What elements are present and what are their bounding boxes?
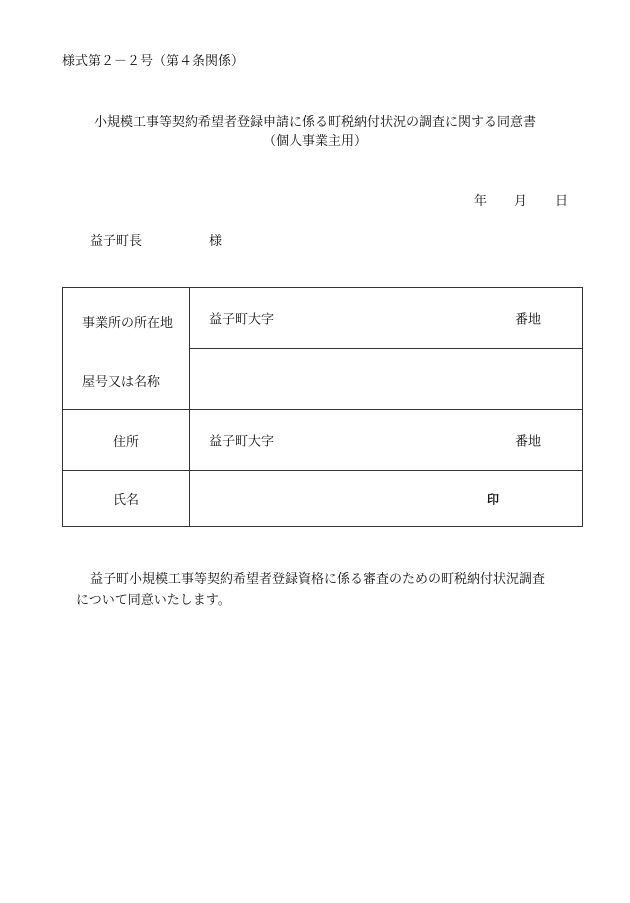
date-day-label: 日: [555, 194, 569, 209]
name-field[interactable]: [190, 471, 583, 527]
document-subtitle: （個人事業主用）: [262, 134, 367, 149]
address-prefix: 益子町大字: [209, 434, 275, 450]
office-location-suffix: 番地: [514, 312, 541, 328]
document-title: 小規模工事等契約希望者登録申請に係る町税納付状況の調査に関する同意書: [93, 115, 536, 130]
name-label: 氏名: [112, 493, 139, 508]
address-label-cell: [63, 410, 190, 471]
address-field[interactable]: [190, 410, 583, 471]
office-location-field[interactable]: [190, 288, 583, 349]
addressee: 益子町長: [90, 234, 143, 249]
address-label: 住所: [112, 434, 139, 450]
applicant-info-table: [62, 287, 583, 527]
office-label-cell: [63, 288, 190, 410]
name-label-cell: [63, 471, 190, 527]
consent-statement-line2: について同意いたします。: [76, 593, 231, 608]
trade-name-field[interactable]: [190, 349, 583, 410]
form-number: 様式第２－２号（第４条関係）: [62, 54, 245, 69]
consent-statement-line1: 益子町小規模工事等契約希望者登録資格に係る審査のための町税納付状況調査: [90, 572, 546, 587]
trade-name-label: 屋号又は名称: [82, 374, 161, 390]
honorific: 様: [209, 234, 223, 249]
address-suffix: 番地: [514, 434, 541, 450]
date-month-label: 月: [514, 194, 528, 209]
date-year-label: 年: [474, 194, 488, 209]
office-location-prefix: 益子町大字: [209, 312, 275, 328]
office-location-label: 事業所の所在地: [82, 315, 174, 331]
seal-mark: 印: [487, 492, 500, 506]
